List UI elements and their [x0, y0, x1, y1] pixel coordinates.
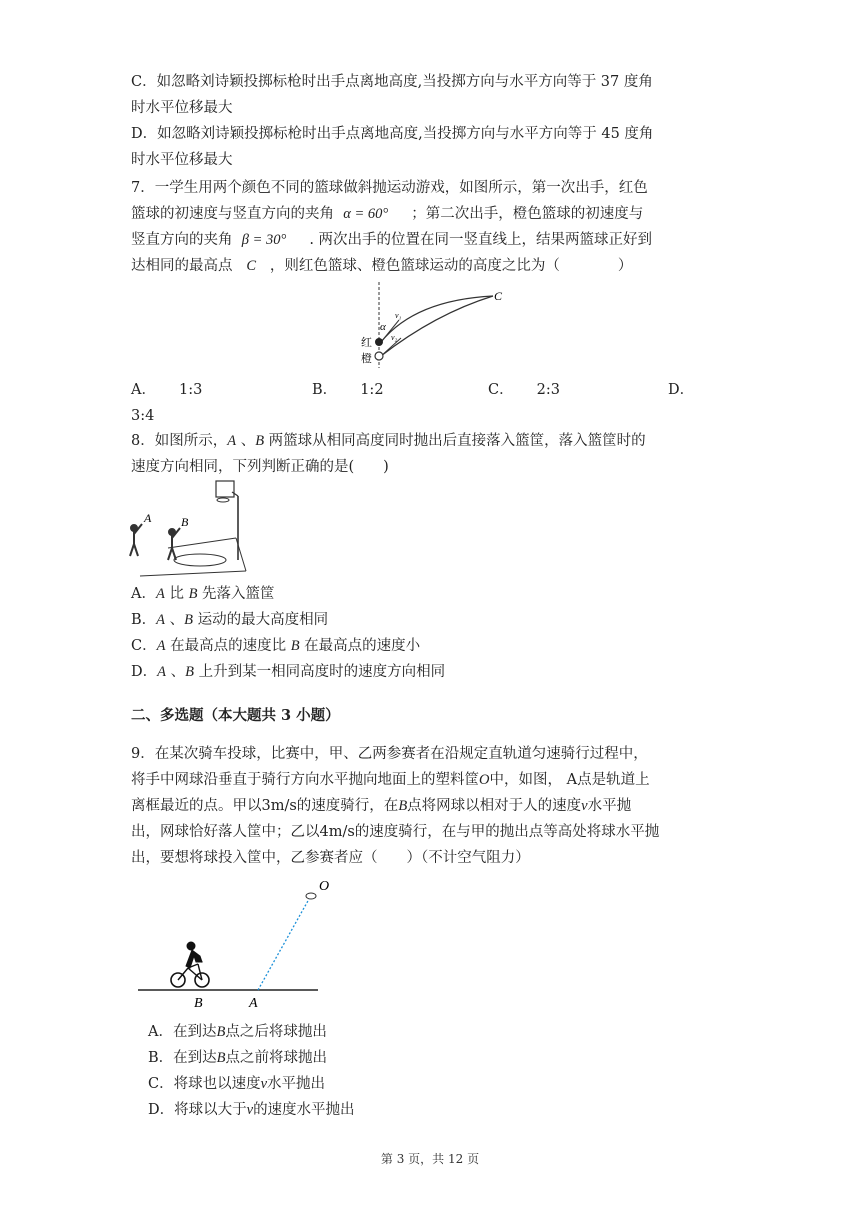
cyclist-icon [171, 942, 209, 987]
court-circle [174, 554, 226, 566]
fig-label-a: A [144, 511, 152, 525]
q9-option-b: B．在到达B点之前将球抛出 [148, 1050, 328, 1066]
fig-label-orange: 橙 [361, 353, 372, 365]
fig-label-c: C [494, 289, 503, 303]
q7-stem-line1: 7．一学生用两个颜色不同的篮球做斜抛运动游戏，如图所示，第一次出手，红色 [131, 180, 648, 196]
q9-stem-line3: 离框最近的点。甲以3m/s的速度骑行，在B点将网球以相对于人的速度v水平抛 [131, 798, 632, 814]
q8-option-a: A．A 比 B 先落入篮筐 [131, 586, 275, 602]
q8-stem-line2: 速度方向相同，下列判断正确的是( ) [131, 459, 389, 475]
q7-option-c: C． 2:3 [488, 382, 560, 398]
player-b [168, 528, 180, 560]
q9-option-c: C．将球也以速度v水平抛出 [148, 1076, 326, 1092]
q7-stem-line3: 竖直方向的夹角 β = 30° . 两次出手的位置在同一竖直线上，结果两篮球正好到 [131, 232, 653, 248]
fig-label-o: O [319, 879, 330, 894]
q7-option-a: A． 1:3 [131, 382, 203, 398]
hoop [217, 498, 229, 502]
q7-option-b: B． 1:2 [312, 382, 384, 398]
fig-label-red: 红 [361, 337, 372, 349]
q8-basketball-court-figure [128, 478, 258, 580]
fig-label-b: B [181, 515, 189, 529]
q7-stem-line2: 篮球的初速度与竖直方向的夹角 α = 60° ；第二次出手，橙色篮球的初速度与 [131, 206, 644, 222]
q9-stem-line2: 将手中网球沿垂直于骑行方向水平抛向地面上的塑料筐O中，如图， A点是轨道上 [131, 772, 650, 788]
fig-label-v2: v₂ [391, 333, 398, 342]
q7-stem-line4: 达相同的最高点 C ，则红色篮球、橙色篮球运动的高度之比为（ ） [131, 258, 633, 274]
fig-label-b: B [194, 996, 203, 1010]
basket-o [306, 893, 316, 899]
section-heading-multiple-choice: 二、多选题（本大题共 3 小题） [131, 707, 340, 724]
red-ball [375, 338, 383, 346]
q6-option-d-line1: D．如忽略刘诗颖投掷标枪时出手点离地高度,当投掷方向与水平方向等于 45 度角 [131, 126, 654, 142]
q7-option-d-label: D． [668, 382, 695, 398]
q6-option-c-line1: C．如忽略刘诗颖投掷标枪时出手点离地高度,当投掷方向与水平方向等于 37 度角 [131, 74, 653, 90]
q9-bicycle-figure [136, 876, 336, 1010]
dashed-line-a-to-o [258, 899, 309, 990]
q8-option-b: B．A 、B 运动的最大高度相同 [131, 612, 329, 628]
orange-ball [375, 352, 383, 360]
q7-beta-math: β = 30° [241, 232, 287, 248]
q9-stem-line1: 9．在某次骑车投球，比赛中，甲、乙两参赛者在沿规定直轨道匀速骑行过程中， [131, 746, 648, 762]
court-line-bottom [140, 571, 246, 576]
player-a [130, 524, 142, 556]
q6-option-d-line2: 时水平位移最大 [131, 152, 233, 168]
fig-label-a: A [249, 996, 258, 1010]
q7-option-d-value: 3:4 [131, 408, 155, 424]
q8-option-d: D．A 、B 上升到某一相同高度时的速度方向相同 [131, 664, 446, 680]
q8-option-c: C．A 在最高点的速度比 B 在最高点的速度小 [131, 638, 421, 654]
q7-alpha-math: α = 60° [343, 206, 389, 222]
q9-option-d: D．将球以大于v的速度水平抛出 [148, 1102, 355, 1118]
q9-stem-line5: 出，要想将球投入筐中，乙参赛者应（ ）（不计空气阻力） [131, 850, 530, 866]
q8-stem-line1: 8．如图所示，A 、B 两篮球从相同高度同时抛出后直接落入篮筐，落入篮筐时的 [131, 433, 646, 449]
q7-basketball-figure [355, 280, 515, 370]
backboard [216, 481, 234, 497]
fig-label-alpha: α [380, 321, 386, 333]
q6-option-c-line2: 时水平位移最大 [131, 100, 233, 116]
q7-point-c: C [246, 258, 256, 274]
fig-label-v1: v₁ [395, 311, 402, 320]
q9-option-a: A．在到达B点之后将球抛出 [148, 1024, 327, 1040]
q9-stem-line4: 出，网球恰好落人筐中；乙以4m/s的速度骑行，在与甲的抛出点等高处将球水平抛 [131, 824, 660, 840]
page-footer: 第 3 页，共 12 页 [380, 1152, 480, 1166]
